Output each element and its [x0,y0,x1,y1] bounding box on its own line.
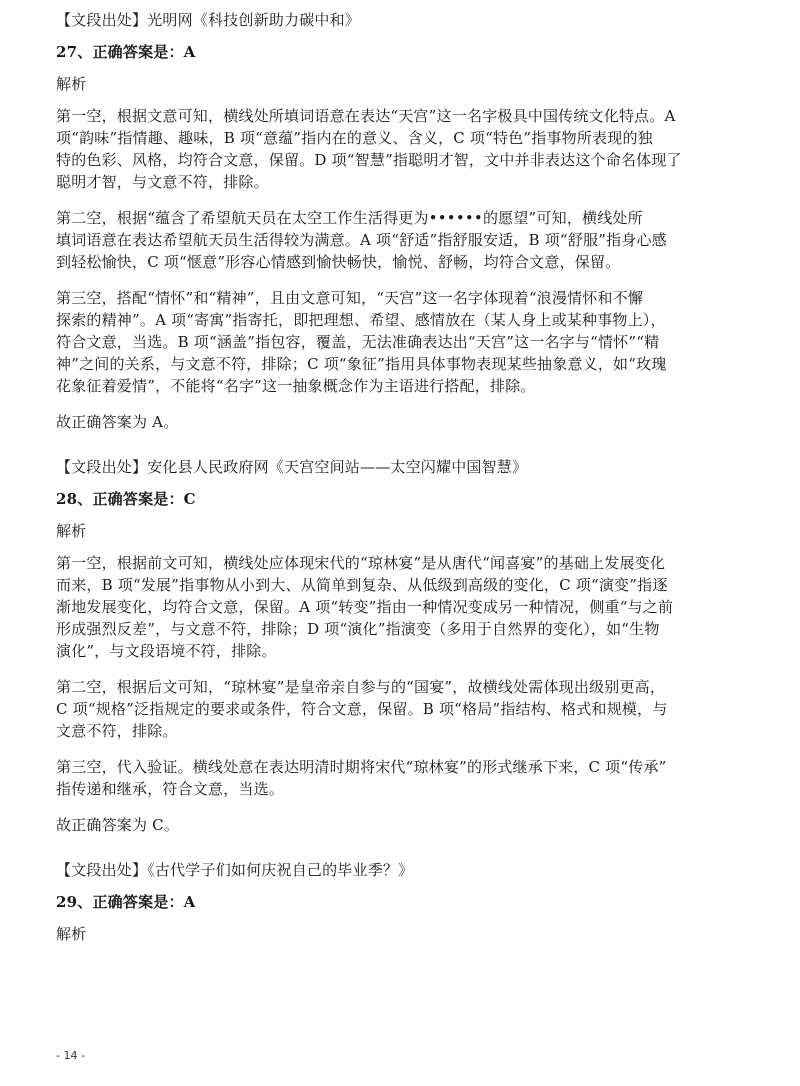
analysis-paragraph [56,411,756,433]
text-line: 【文段出处】安化县人民政府网《天宫空间站——太空闪耀中国智慧》 [56,458,528,476]
spacer [56,63,756,73]
text-line: 故正确答案为 A。 [56,413,179,431]
spacer [56,397,756,411]
spacer [56,478,756,488]
text-line: 解析 [56,75,87,93]
spacer [56,836,756,850]
spacer [56,945,756,955]
text-line: 第一空，根据前文可知，横线处应体现宋代的“琼林宴”是从唐代“闻喜宴”的基础上发展变化 [56,554,666,572]
spacer [56,913,756,923]
text-line: 29、正确答案是：A [56,893,196,911]
text-line: 故正确答案为 C。 [56,816,180,834]
spacer [56,800,756,814]
analysis-paragraph [56,552,756,662]
text-line: 演化”，与文段语境不符，排除。 [56,642,277,660]
spacer [56,95,756,105]
spacer [56,881,756,891]
answer-heading [56,488,756,510]
source-citation [56,850,756,881]
text-line: 解析 [56,522,87,540]
document-page [56,0,756,1086]
source-citation [56,447,756,478]
analysis-paragraph [56,105,756,193]
analysis-paragraph [56,676,756,742]
text-line: C 项“规格”泛指规定的要求或条件，符合文意，保留。B 项“格局”指结构、格式和规模，与 [56,700,668,718]
spacer [56,662,756,676]
analysis-paragraph [56,814,756,836]
answer-heading [56,891,756,913]
text-line: 第一空，根据文意可知，横线处所填词语意在表达“天宫”这一名字极具中国传统文化特点。A [56,107,676,125]
text-line: 到轻松愉快，C 项“惬意”形容心情感到愉快畅快，愉悦、舒畅，均符合文意，保留。 [56,253,621,271]
spacer [56,510,756,520]
answer-heading [56,41,756,63]
text-line: 探索的精神”。A 项“寄寓”指寄托，即把理想、希望、感情放在（某人身上或某种事物上）， [56,311,666,329]
spacer [56,273,756,287]
text-line: 填词语意在表达希望航天员生活得较为满意。A 项“舒适”指舒服安适，B 项“舒服”指身心感 [56,231,667,249]
analysis-label [56,73,756,95]
spacer [56,31,756,41]
text-line: 文意不符，排除。 [56,722,178,740]
analysis-paragraph [56,756,756,800]
text-line: 第三空，搭配“情怀”和“精神”，且由文意可知，“天宫”这一名字体现着“浪漫情怀和不懈 [56,289,644,307]
text-line: 28、正确答案是：C [56,490,196,508]
analysis-label [56,520,756,542]
text-line: 而来，B 项“发展”指事物从小到大、从简单到复杂、从低级到高级的变化，C 项“演变”指逐 [56,576,668,594]
analysis-label [56,923,756,945]
page-number: - 14 - [56,1049,85,1062]
text-line: 指传递和继承，符合文意，当选。 [56,780,285,798]
text-line: 渐地发展变化，均符合文意，保留。A 项“转变”指由一种情况变成另一种情况，侧重“与之前 [56,598,674,616]
text-line: 神”之间的关系，与文意不符，排除；C 项“象征”指用具体事物表现某些抽象意义，如“玫瑰 [56,355,667,373]
text-line: 项“韵味”指情趣、趣味，B 项“意蕴”指内在的意义、含义，C 项“特色”指事物所表现的独 [56,129,653,147]
text-line: 【文段出处】《古代学子们如何庆祝自己的毕业季？》 [56,861,414,879]
spacer [56,433,756,447]
text-line: 第二空，根据“蕴含了希望航天员在太空工作生活得更为••••••的愿望”可知，横线处所 [56,209,643,227]
spacer [56,193,756,207]
text-line: 27、正确答案是：A [56,43,196,61]
text-line: 花象征着爱情”，不能将“名字”这一抽象概念作为主语进行搭配，排除。 [56,377,536,395]
analysis-paragraph [56,207,756,273]
text-line: 【文段出处】光明网《科技创新助力碳中和》 [56,11,361,29]
text-line: 第二空，根据后文可知，“琼林宴”是皇帝亲自参与的“国宴”，故横线处需体现出级别更高， [56,678,666,696]
text-line: 聪明才智，与文意不符，排除。 [56,173,269,191]
spacer [56,542,756,552]
spacer [56,742,756,756]
text-line: 第三空，代入验证。横线处意在表达明清时期将宋代“琼林宴”的形式继承下来，C 项“传承” [56,758,667,776]
analysis-paragraph [56,287,756,397]
text-line: 特的色彩、风格，均符合文意，保留。D 项“智慧”指聪明才智，文中并非表达这个命名体现了 [56,151,682,169]
text-line: 解析 [56,925,87,943]
text-line: 符合文意，当选。B 项“涵盖”指包容，覆盖，无法准确表达出“天宫”这一名字与“情怀”“精 [56,333,660,351]
source-citation [56,0,756,31]
text-line: 形成强烈反差”，与文意不符，排除；D 项“演化”指演变（多用于自然界的变化），如“生物 [56,620,660,638]
